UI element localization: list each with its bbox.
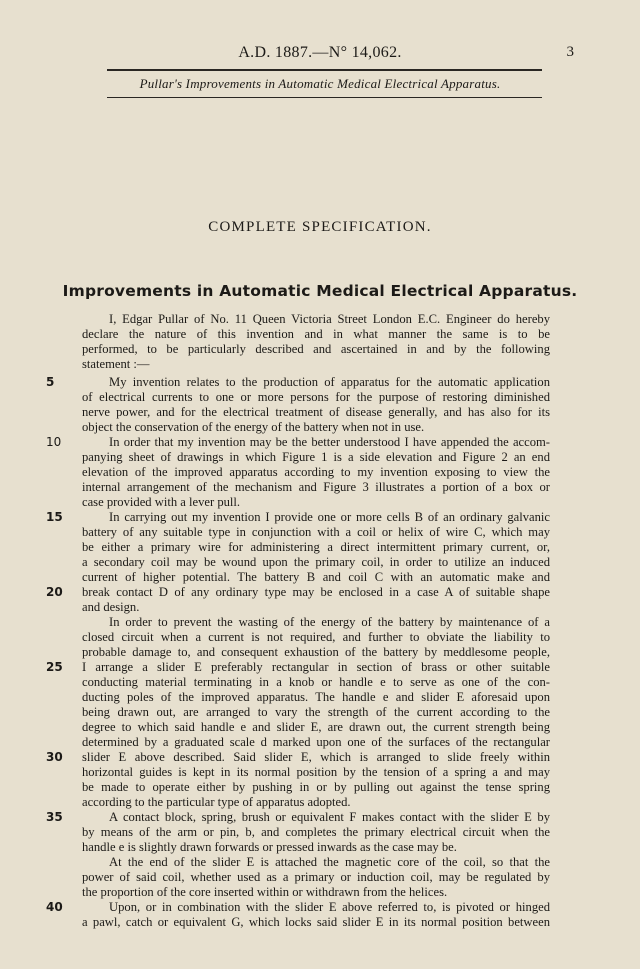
line-number-25: 25 (46, 660, 63, 674)
header-title: A.D. 1887.—N° 14,062. (238, 44, 402, 61)
page-number: 3 (566, 44, 574, 60)
text-line: At the end of the slider E is attached the magnetic core of the coil, so that the (109, 855, 550, 869)
line-number-20: 20 (46, 585, 63, 599)
text-line: I, Edgar Pullar of No. 11 Queen Victoria Street London E.C. Engineer do hereby (109, 312, 550, 326)
text-line: determined by a graduated scale d marked upon one of the surfaces of the rectangular (82, 735, 550, 749)
text-line: In carrying out my invention I provide one or more cells B of an ordinary galvanic (109, 510, 550, 524)
text-line: be made to operate either by pushing in or by pulling out against the tense spring (82, 780, 550, 794)
line-number-15: 15 (46, 510, 63, 524)
text-line: closed circuit when a current is not required, and further to obviate the liability to (82, 630, 550, 644)
running-head: Pullar's Improvements in Automatic Medical Electrical Apparatus. (139, 76, 501, 91)
text-line: by means of the arm or pin, b, and completes the primary electrical circuit when the (82, 825, 550, 839)
text-line: performed, to be particularly described and ascertained in and by the following (82, 342, 550, 356)
text-line: degree to which said handle e and slider E, are drawn out, the current strength being (82, 720, 550, 734)
line-number-40: 40 (46, 900, 63, 914)
header-rule-bottom (107, 97, 542, 98)
text-line: of electrical currents to one or more persons for the purpose of restoring diminished (82, 390, 550, 404)
text-line: conducting material terminating in a knob or handle e to serve as one of the con- (82, 675, 550, 689)
text-line: a pawl, catch or equivalent G, which locks said slider E in its normal position between (82, 915, 550, 929)
text-line: In order that my invention may be the better understood I have appended the accom- (109, 435, 550, 449)
document-title: Improvements in Automatic Medical Electrical Apparatus. (62, 282, 578, 300)
text-line: A contact block, spring, brush or equivalent F makes contact with the slider E by (109, 810, 550, 824)
page-header (0, 44, 640, 68)
text-line: object the conservation of the energy of the battery when not in use. (82, 420, 425, 434)
text-line: ducting poles of the improved apparatus. The handle e and slider E aforesaid upon (82, 690, 550, 704)
text-line: horizontal guides is kept in its normal position by the tension of a spring a and may (82, 765, 550, 779)
text-line: declare the nature of this invention and in what manner the same is to be (82, 327, 550, 341)
text-line: Upon, or in combination with the slider E above referred to, is pivoted or hinged (109, 900, 550, 914)
line-number-35: 35 (46, 810, 63, 824)
spec-heading: COMPLETE SPECIFICATION. (208, 219, 432, 235)
text-line: statement :— (82, 357, 150, 371)
text-line: nerve power, and for the electrical treatment of disease generally, and has also for its (82, 405, 550, 419)
line-number-30: 30 (46, 750, 63, 764)
text-line: I arrange a slider E preferably rectangular in section of brass or other suitable (82, 660, 550, 674)
text-line: be either a primary wire for administering a direct intermittent primary current, or, (82, 540, 550, 554)
text-line: a secondary coil may be wound upon the primary coil, in order to utilize an induced (82, 555, 550, 569)
text-line: battery of any suitable type in conjunction with a coil or helix of wire C, which may (82, 525, 550, 539)
text-line: and design. (82, 600, 140, 614)
text-line: according to the particular type of apparatus adopted. (82, 795, 351, 809)
line-number-10: 10 (46, 435, 62, 449)
text-line: My invention relates to the production of apparatus for the automatic application (109, 375, 550, 389)
line-number-5: 5 (46, 375, 55, 389)
text-line: break contact D of any ordinary type may be enclosed in a case A of suitable shape (82, 585, 550, 599)
text-line: panying sheet of drawings in which Figure 1 is a side elevation and Figure 2 an end (82, 450, 550, 464)
text-line: slider E above described. Said slider E, which is arranged to slide freely within (82, 750, 550, 764)
text-line: handle e is slightly drawn forwards or pressed inwards as the case may be. (82, 840, 457, 854)
text-line: being drawn out, are arranged to vary the strength of the current according to the (82, 705, 550, 719)
text-line: power of said coil, whether used as a primary or induction coil, may be regulated by (82, 870, 550, 884)
text-line: elevation of the improved apparatus according to my invention exposing to view the (82, 465, 550, 479)
text-line: case provided with a lever pull. (82, 495, 241, 509)
text-line: the proportion of the core inserted within or withdrawn from the helices. (82, 885, 448, 899)
text-line: current of higher potential. The battery B and coil C with an automatic make and (82, 570, 550, 584)
header-rule-top (107, 69, 542, 71)
text-line: In order to prevent the wasting of the energy of the battery by maintenance of a (109, 615, 550, 629)
text-line: internal arrangement of the mechanism and Figure 3 illustrates a portion of a box or (82, 480, 550, 494)
text-line: probable damage to, and consequent exhaustion of the battery by meddlesome people, (82, 645, 550, 659)
